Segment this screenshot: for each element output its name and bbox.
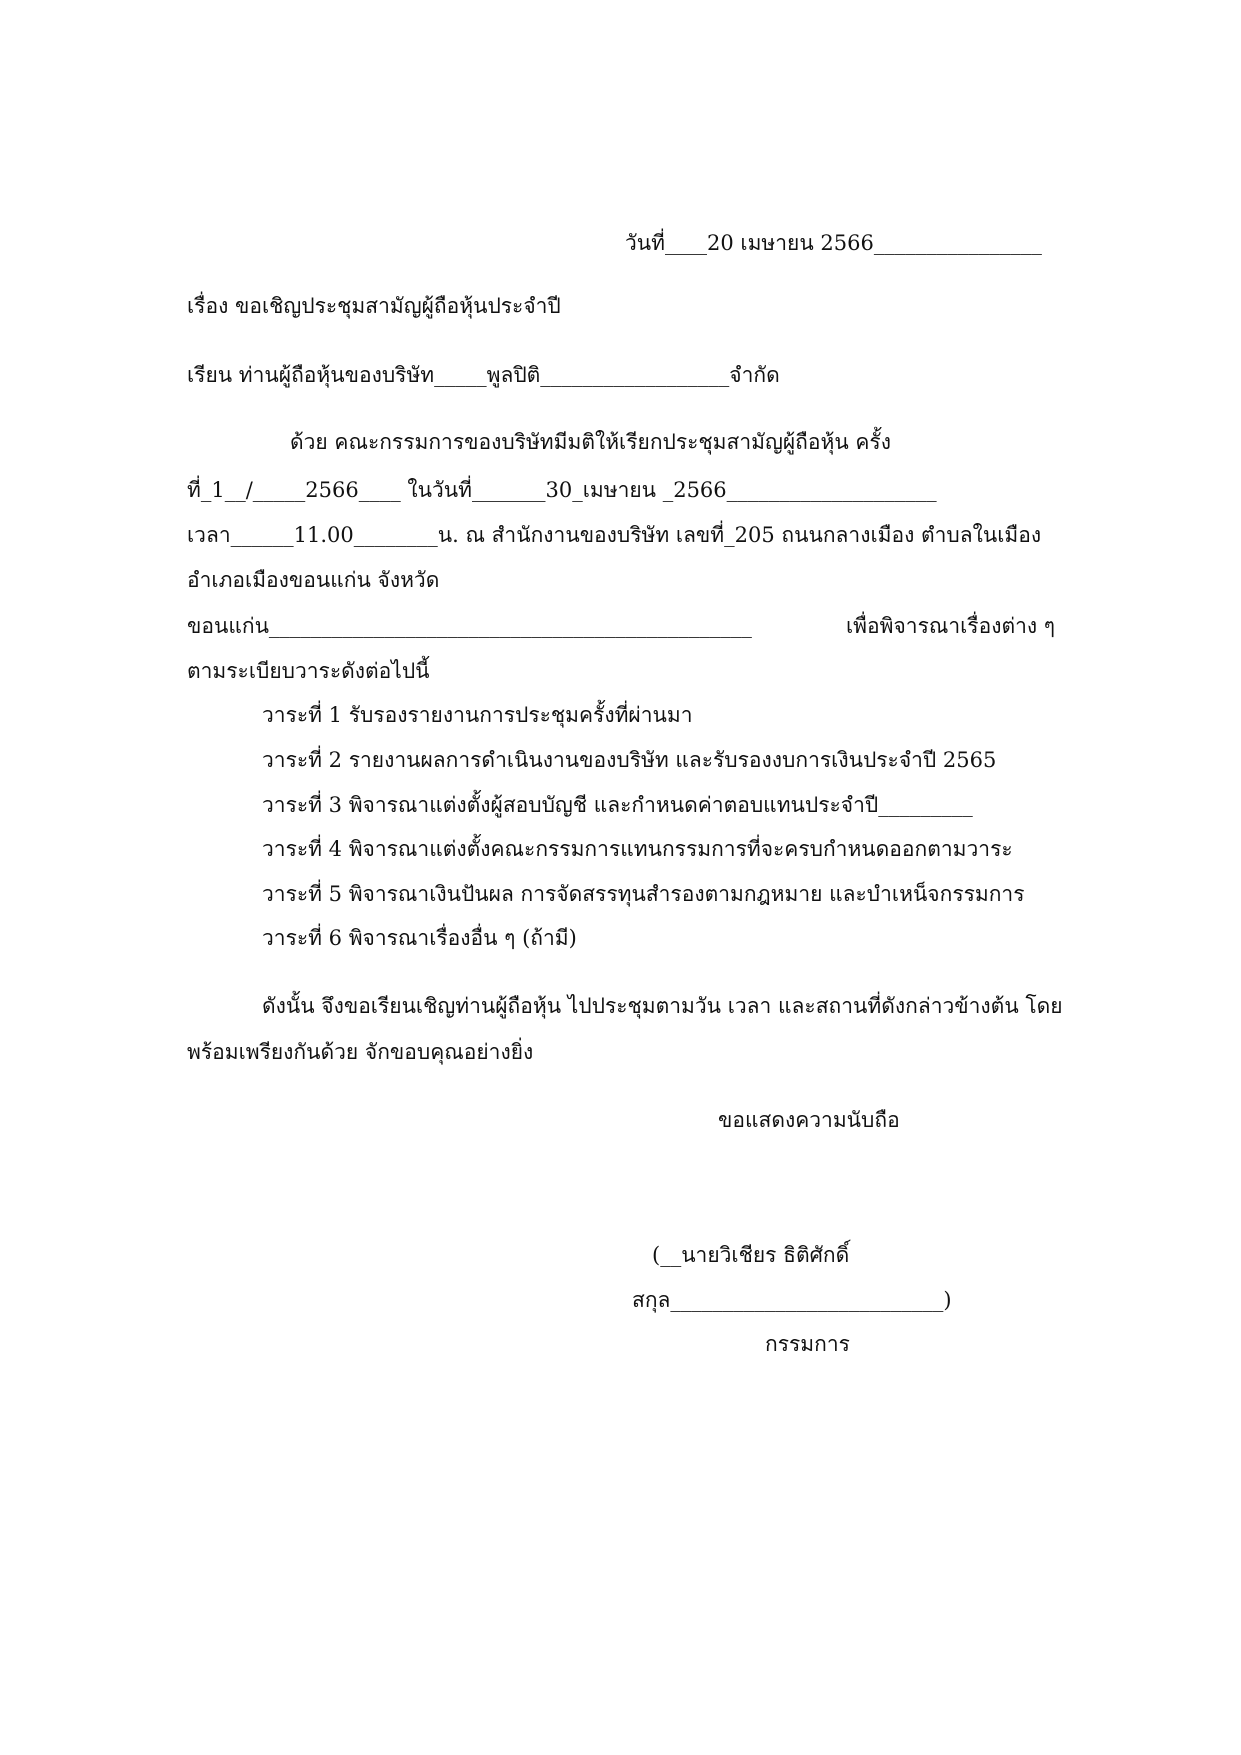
body-line-4: อำเภอเมืองขอนแก่น จังหวัด: [187, 568, 440, 592]
body-line-5-left: ขอนแก่น______________________________________________: [187, 614, 752, 638]
agenda-item-2: วาระที่ 2 รายงานผลการดำเนินงานของบริษัท และรับรองงบการเงินประจำปี 2565: [262, 748, 997, 772]
regards-line: ขอแสดงความนับถือ: [718, 1108, 900, 1132]
agenda-item-6: วาระที่ 6 พิจารณาเรื่องอื่น ๆ (ถ้ามี): [262, 926, 577, 950]
agenda-item-3: วาระที่ 3 พิจารณาแต่งตั้งผู้สอบบัญชี และกำหนดค่าตอบแทนประจำปี_________: [262, 793, 973, 817]
subject-line: เรื่อง ขอเชิญประชุมสามัญผู้ถือหุ้นประจำปี: [187, 294, 561, 318]
closing-line-1: ดังนั้น จึงขอเรียนเชิญท่านผู้ถือหุ้น ไปประชุมตามวัน เวลา และสถานที่ดังกล่าวข้างต้น โดย: [262, 994, 1063, 1018]
signature-position: กรรมการ: [765, 1332, 850, 1356]
signature-name: (__นายวิเชียร ธิติศักดิ์: [652, 1243, 850, 1267]
body-line-3: เวลา______11.00________น. ณ สำนักงานของบริษัท เลขที่_205 ถนนกลางเมือง ตำบลในเมือง: [187, 523, 1042, 547]
body-line-1: ด้วย คณะกรรมการของบริษัทมีมติให้เรียกประชุมสามัญผู้ถือหุ้น ครั้ง: [290, 430, 891, 454]
body-line-2: ที่_1__/_____2566____ ในวันที่_______30_เมษายน _2566____________________: [187, 478, 937, 502]
body-line-5-right: เพื่อพิจารณาเรื่องต่าง ๆ: [846, 614, 1056, 638]
agenda-item-5: วาระที่ 5 พิจารณาเงินปันผล การจัดสรรทุนสำรองตามกฎหมาย และบำเหน็จกรรมการ: [262, 882, 1025, 906]
signature-surname: สกุล__________________________): [632, 1288, 952, 1312]
body-line-6: ตามระเบียบวาระดังต่อไปนี้: [187, 659, 430, 683]
salutation-line: เรียน ท่านผู้ถือหุ้นของบริษัท_____พูลปิติ__________________จำกัด: [187, 363, 780, 387]
agenda-item-4: วาระที่ 4 พิจารณาแต่งตั้งคณะกรรมการแทนกรรมการที่จะครบกำหนดออกตามวาระ: [262, 837, 1013, 861]
date-line: วันที่____20 เมษายน 2566________________: [625, 231, 1042, 255]
agenda-item-1: วาระที่ 1 รับรองรายงานการประชุมครั้งที่ผ่านมา: [262, 703, 693, 727]
closing-line-2: พร้อมเพรียงกันด้วย จักขอบคุณอย่างยิ่ง: [187, 1040, 534, 1064]
